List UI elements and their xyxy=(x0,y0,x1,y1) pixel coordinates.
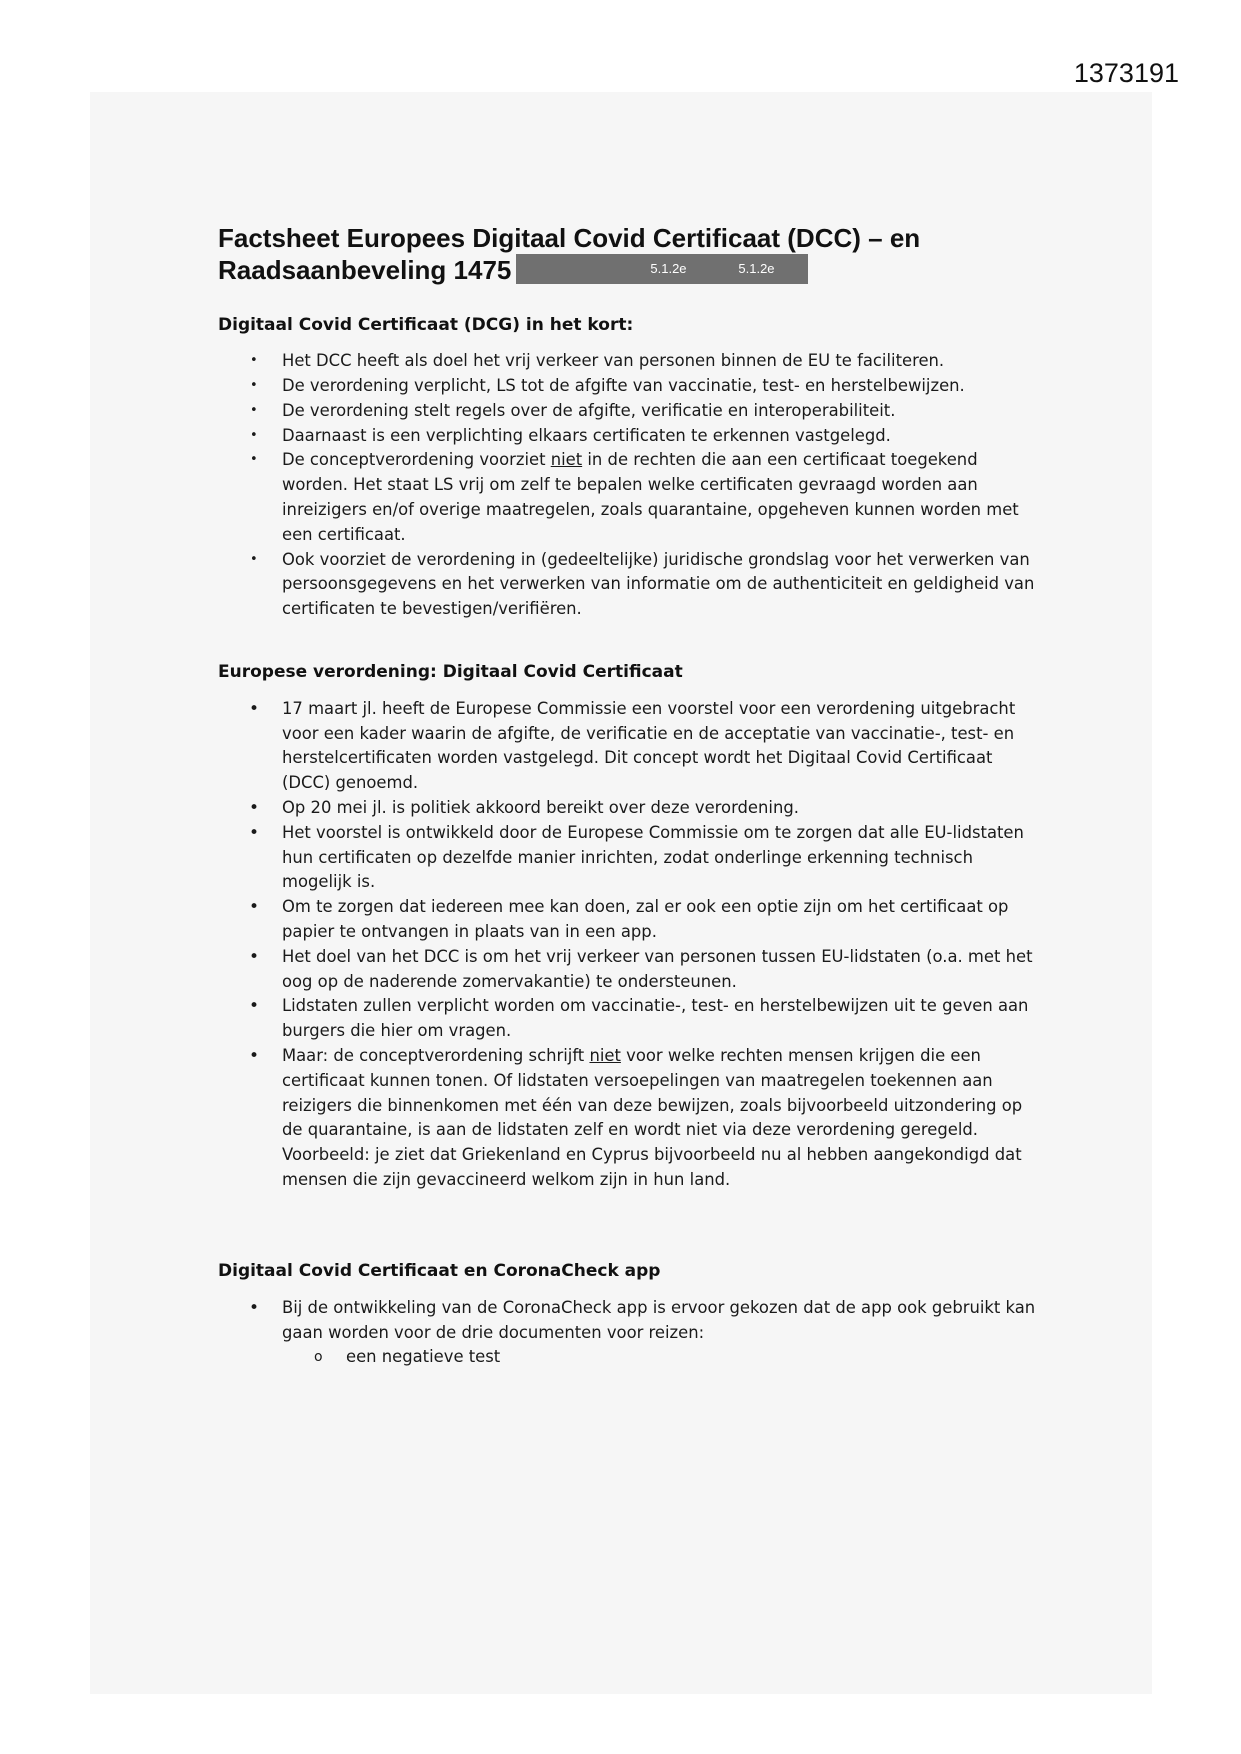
list-item: • Op 20 mei jl. is politiek akkoord bereikt over deze verordening. xyxy=(282,796,1038,821)
emphasis-niet: niet xyxy=(589,1046,621,1066)
sub-list-item: o een negatieve test xyxy=(346,1345,1038,1370)
page-title xyxy=(218,222,1038,287)
section-heading-europese-verordening: Europese verordening: Digitaal Covid Certificaat xyxy=(218,661,683,682)
section-heading-coronacheck: Digitaal Covid Certificaat en CoronaCheck app xyxy=(218,1260,661,1281)
title-line-1: Factsheet Europees Digitaal Covid Certificaat (DCC) – en xyxy=(218,223,921,253)
list-item xyxy=(282,1296,1038,1370)
redaction-code: 5.1.2e xyxy=(738,261,775,277)
list-item: • Daarnaast is een verplichting elkaars certificaten te erkennen vastgelegd. xyxy=(282,424,1038,449)
list-item-text: Maar: de conceptverordening schrijft xyxy=(282,1046,590,1066)
document-content xyxy=(218,222,1038,1370)
document-number: 1373191 xyxy=(1073,58,1179,88)
list-item: • Het voorstel is ontwikkeld door de Europese Commissie om te zorgen dat alle EU-lidstaten hun certificaten op dezelfde manier inrichten, zodat onderlinge erkenning technisch mogelijk is. xyxy=(282,821,1038,895)
list-item-text: Bij de ontwikkeling van de CoronaCheck app is ervoor gekozen dat de app ook gebruikt kan gaan worden voor de drie documenten voor reizen: xyxy=(282,1297,1036,1342)
bullet-list-europese-verordening xyxy=(218,697,1038,1193)
sub-list xyxy=(282,1345,1038,1370)
title-line-2 xyxy=(218,254,1038,287)
emphasis-niet: niet xyxy=(550,450,583,470)
list-item: • Het DCC heeft als doel het vrij verkeer van personen binnen de EU te faciliteren. xyxy=(282,349,1038,374)
list-item xyxy=(282,1044,1038,1193)
list-item: • Ook voorziet de verordening in (gedeeltelijke) juridische grondslag voor het verwerken van persoonsgegevens en het verwerken van informatie om de authenticiteit en geldigheid van certificaten te bevestigen/verifiëren. xyxy=(282,548,1038,622)
list-item: • De verordening verplicht, LS tot de afgifte van vaccinatie, test- en herstelbewijzen. xyxy=(282,374,1038,399)
bullet-list-in-het-kort xyxy=(218,349,1038,622)
list-item: • De verordening stelt regels over de afgifte, verificatie en interoperabiliteit. xyxy=(282,399,1038,424)
list-item: • Lidstaten zullen verplicht worden om vaccinatie-, test- en herstelbewijzen uit te geven aan burgers die hier om vragen. xyxy=(282,994,1038,1044)
redaction-code: 5.1.2e xyxy=(650,261,687,277)
list-item-text: De conceptverordening voorziet xyxy=(282,450,551,470)
list-item-text: voor welke rechten mensen krijgen die een certificaat kunnen tonen. Of lidstaten versoepelingen van maatregelen toekennen aan reizigers die binnenkomen met één van deze bewijzen, zoals bijvoorbeeld uitzondering op de quarantaine, is aan de lidstaten zelf en wordt niet via deze verordening geregeld. Voorbeeld: je ziet dat Griekenland en Cyprus bijvoorbeeld nu al hebben aangekondigd dat mensen die zijn gevaccineerd welkom zijn in hun land. xyxy=(282,1046,1023,1190)
list-item: • Om te zorgen dat iedereen mee kan doen, zal er ook een optie zijn om het certificaat op papier te ontvangen in plaats van in een app. xyxy=(282,895,1038,945)
list-item: • Het doel van het DCC is om het vrij verkeer van personen tussen EU-lidstaten (o.a. met het oog op de naderende zomervakantie) te ondersteunen. xyxy=(282,945,1038,995)
redaction-block xyxy=(516,254,808,284)
list-item xyxy=(282,448,1038,547)
title-line-2-text: Raadsaanbeveling 1475 xyxy=(218,255,512,285)
bullet-list-coronacheck xyxy=(218,1296,1038,1370)
list-item-text: in de rechten die aan een certificaat toegekend worden. Het staat LS vrij om zelf te bepalen welke certificaten gevraagd worden aan inreizigers en/of overige maatregelen, zoals quarantaine, opgeheven kunnen worden met een certificaat. xyxy=(282,450,1019,544)
list-item: • 17 maart jl. heeft de Europese Commissie een voorstel voor een verordening uitgebracht voor een kader waarin de afgifte, de verificatie en de acceptatie van vaccinatie-, test- en herstelcertificaten worden vastgelegd. Dit concept wordt het Digitaal Covid Certificaat (DCC) genoemd. xyxy=(282,697,1038,796)
section-heading-in-het-kort: Digitaal Covid Certificaat (DCG) in het kort: xyxy=(218,315,634,336)
